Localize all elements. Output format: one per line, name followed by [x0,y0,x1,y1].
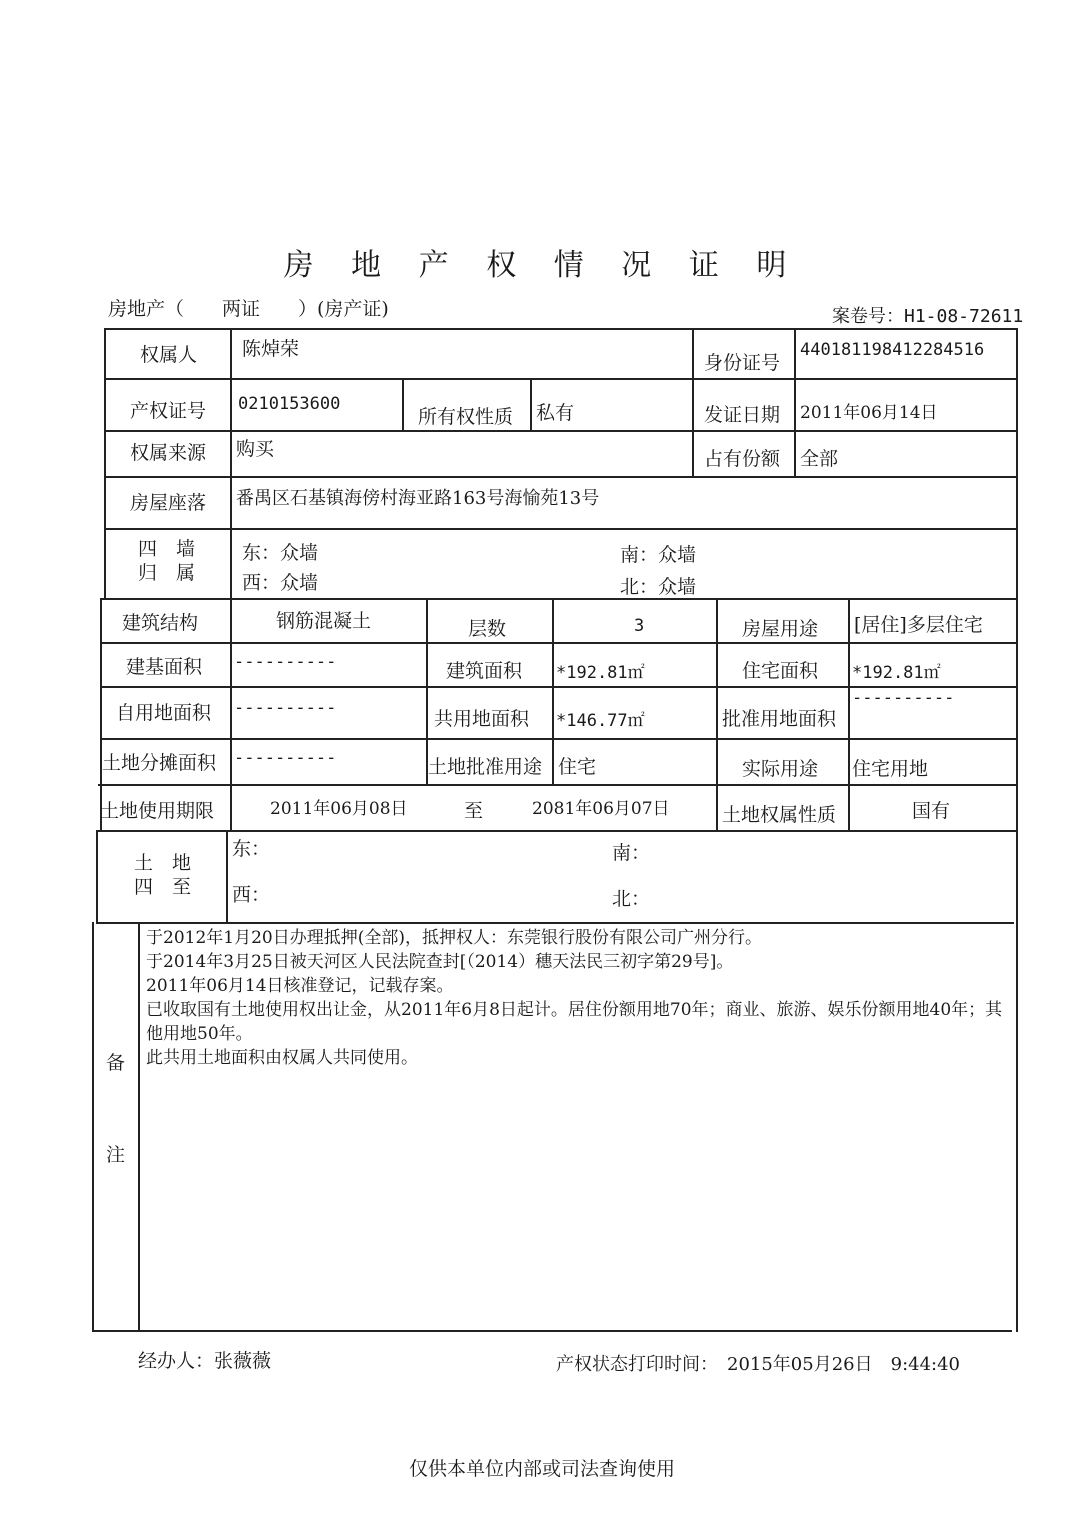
residential-area-label: 住宅面积 [742,660,819,682]
structure-value: 钢筋混凝土 [276,610,372,632]
floors-value: 3 [634,616,645,636]
share-value: 全部 [800,448,839,470]
source-label: 权属来源 [130,442,207,464]
wall-south: 南：众墙 [620,544,697,566]
handler: 经办人：张薇薇 [138,1350,272,1372]
land-east: 东： [232,838,271,860]
location-value: 番禺区石基镇海傍村海亚路163号海愉苑13号 [236,488,600,509]
land-term-end: 2081年06月07日 [532,799,670,819]
self-use-area-label: 自用地面积 [116,702,212,724]
wall-east: 东：众墙 [242,542,319,564]
issue-date-value: 2011年06月14日 [800,403,938,423]
wall-north: 北：众墙 [620,576,697,598]
land-west: 西： [232,884,271,906]
land-term-to: 至 [464,800,484,822]
cert-value: 0210153600 [238,394,341,414]
land-nature-value: 国有 [912,800,951,822]
land-boundary-label-2: 四 至 [134,876,192,898]
usage-note: 仅供本单位内部或司法查询使用 [408,1458,675,1480]
remark-line: 于2012年1月20日办理抵押(全部)，抵押权人：东莞银行股份有限公司广州分行。 [146,928,762,948]
ownership-nature-value: 私有 [536,402,575,424]
land-term-label: 土地使用期限 [100,800,215,822]
case-number: 案卷号：H1-08-72611 [832,306,1024,327]
owner-value: 陈焯荣 [242,338,300,360]
share-label: 占有份额 [704,448,781,470]
building-area-value: *192.81㎡ [556,663,645,683]
shared-land-label: 共用地面积 [434,708,530,730]
floors-label: 层数 [468,618,507,640]
approved-land-value: ---------- [852,688,955,708]
walls-label-2: 归 属 [138,562,196,584]
remark-line: 此共用土地面积由权属人共同使用。 [146,1048,418,1068]
remarks-label-2: 注 [106,1144,126,1166]
remark-line: 2011年06月14日核准登记，记载存案。 [146,976,454,996]
allocated-land-label: 土地分摊面积 [102,752,217,774]
print-time: 产权状态打印时间： 2015年05月26日 9:44:40 [556,1354,961,1375]
house-use-value: [居住]多层住宅 [854,614,983,636]
remarks-label: 备 [106,1052,126,1074]
land-term-start: 2011年06月08日 [270,799,408,819]
ownership-nature-label: 所有权性质 [418,406,514,428]
location-label: 房屋座落 [130,492,207,514]
cert-label: 产权证号 [130,400,207,422]
house-use-label: 房屋用途 [742,618,819,640]
base-area-value: ---------- [234,652,337,672]
base-area-label: 建基面积 [126,656,203,678]
land-nature-label: 土地权属性质 [722,804,837,826]
approved-land-label: 批准用地面积 [722,708,837,730]
document-title: 房 地 产 权 情 况 证 明 [283,248,801,283]
residential-area-value: *192.81㎡ [852,663,941,683]
land-south: 南： [612,842,651,864]
land-boundary-label: 土 地 [134,852,192,874]
approved-use-value: 住宅 [558,756,597,778]
structure-label: 建筑结构 [122,612,199,634]
source-value: 购买 [236,438,275,460]
owner-label: 权属人 [140,344,198,366]
issue-date-label: 发证日期 [704,404,781,426]
self-use-area-value: ---------- [234,698,337,718]
land-north: 北： [612,888,651,910]
building-area-label: 建筑面积 [446,660,523,682]
id-label: 身份证号 [704,352,781,374]
allocated-land-value: ---------- [234,748,337,768]
certificate-type: 房地产（ 两证 ）(房产证) [108,298,389,320]
actual-use-label: 实际用途 [742,758,819,780]
wall-west: 西：众墙 [242,572,319,594]
shared-land-value: *146.77㎡ [556,711,645,731]
walls-label: 四 墙 [138,538,196,560]
remark-line: 于2014年3月25日被天河区人民法院查封[（2014）穗天法民三初字第29号]。 [146,952,734,972]
remark-line: 已收取国有土地使用权出让金，从2011年6月8日起计。居住份额用地70年；商业、旅游、娱乐份额用地40年；其他用地50年。 [146,1000,1003,1044]
approved-use-label: 土地批准用途 [428,756,543,778]
id-value: 440181198412284516 [800,340,985,360]
remarks-text [146,926,1012,1070]
actual-use-value: 住宅用地 [852,758,929,780]
